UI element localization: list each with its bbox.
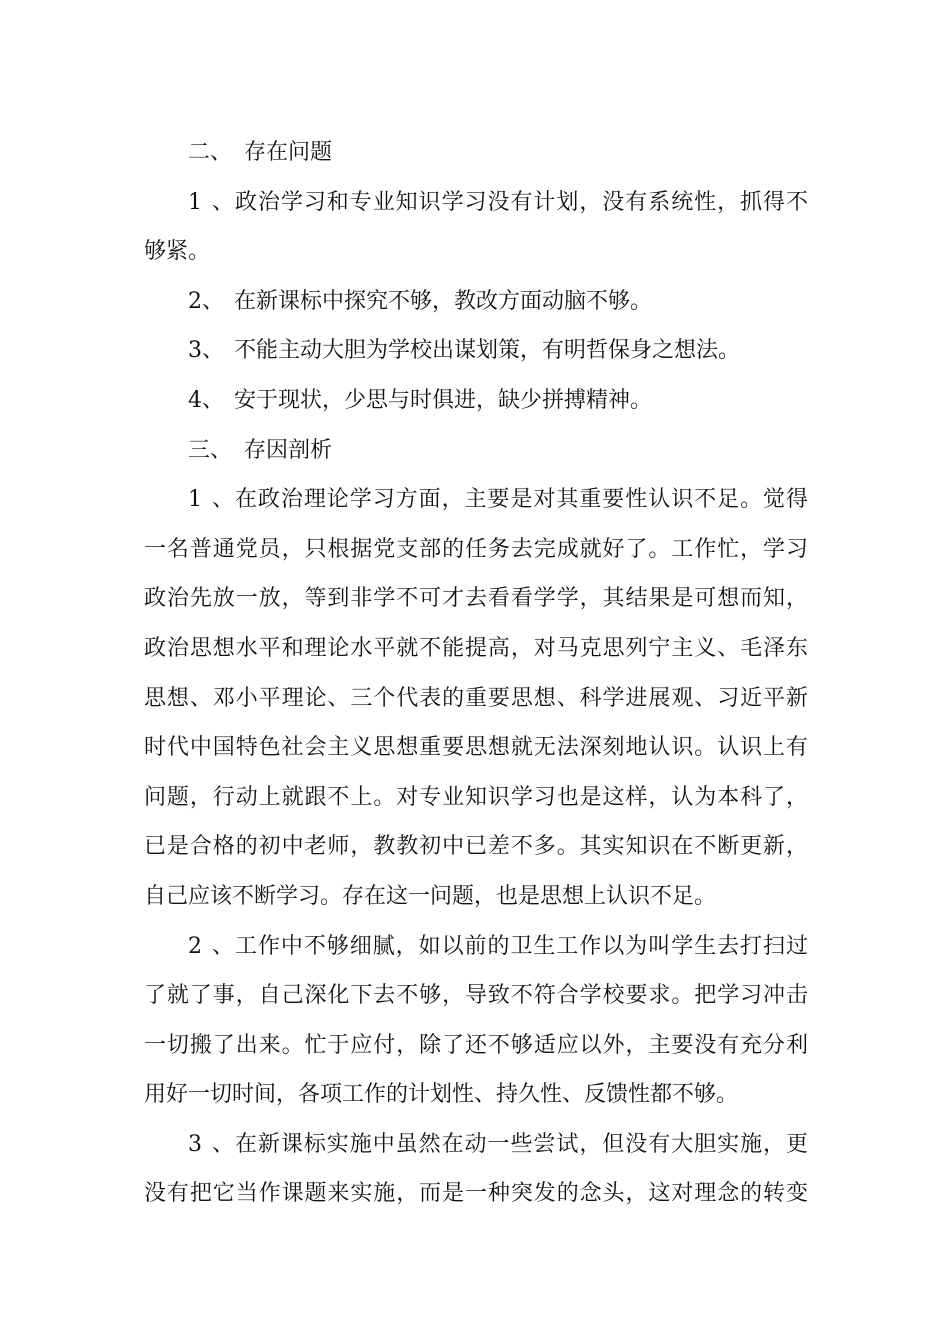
item-number: 2、 bbox=[188, 288, 224, 314]
paragraph-line: 问题，行动上就跟不上。对专业知识学习也是这样，认为本科了， bbox=[144, 784, 808, 810]
section-heading-3 bbox=[144, 426, 808, 476]
issue-item-4 bbox=[144, 376, 808, 426]
issue-item-1 bbox=[144, 178, 808, 228]
item-text: 工作中不够细腻，如以前的卫生工作以为叫学生去打扫过 bbox=[234, 933, 808, 959]
item-text: 政治学习和专业知识学习没有计划，没有系统性，抓得不 bbox=[234, 189, 808, 215]
paragraph-line: 一名普通党员，只根据党支部的任务去完成就好了。工作忙，学习 bbox=[144, 536, 808, 562]
item-number: 3、 bbox=[188, 338, 224, 364]
section-title: 存因剖析 bbox=[244, 437, 333, 463]
paragraph-line: 一切搬了出来。忙于应付，除了还不够适应以外，主要没有充分利 bbox=[144, 1032, 808, 1058]
analysis-item-3 bbox=[144, 1120, 808, 1170]
analysis-item-1 bbox=[144, 475, 808, 525]
paragraph-line: 政治先放一放，等到非学不可才去看看学学，其结果是可想而知， bbox=[144, 586, 808, 612]
item-text: 在新课标中探究不够，教改方面动脑不够。 bbox=[234, 288, 653, 314]
issue-item-1-continuation: 够紧。 bbox=[144, 239, 211, 265]
item-text: 不能主动大胆为学校出谋划策，有明哲保身之想法。 bbox=[234, 338, 741, 364]
paragraph-line: 政治思想水平和理论水平就不能提高，对马克思列宁主义、毛泽东 bbox=[144, 635, 808, 661]
section-heading-2 bbox=[144, 128, 808, 178]
paragraph-line: 思想、邓小平理论、三个代表的重要思想、科学进展观、习近平新 bbox=[144, 685, 808, 711]
issue-item-3 bbox=[144, 326, 808, 376]
item-text: 在政治理论学习方面，主要是对其重要性认识不足。觉得 bbox=[234, 487, 808, 513]
item-text: 在新课标实施中虽然在动一些尝试，但没有大胆实施，更 bbox=[234, 1131, 808, 1157]
section-number: 二、 bbox=[188, 140, 233, 165]
item-number: 3、 bbox=[188, 1131, 234, 1157]
item-text: 安于现状，少思与时俱进，缺少拼搏精神。 bbox=[234, 387, 653, 413]
paragraph-line: 没有把它当作课题来实施，而是一种突发的念头，这对理念的转变 bbox=[144, 1181, 808, 1207]
document-body bbox=[144, 128, 808, 1219]
paragraph-line: 时代中国特色社会主义思想重要思想就无法深刻地认识。认识上有 bbox=[144, 735, 808, 761]
paragraph-line: 了就了事，自己深化下去不够，导致不符合学校要求。把学习冲击 bbox=[144, 983, 808, 1009]
analysis-item-2 bbox=[144, 922, 808, 972]
paragraph-line: 用好一切时间，各项工作的计划性、持久性、反馈性都不够。 bbox=[144, 1082, 739, 1108]
section-title: 存在问题 bbox=[244, 140, 333, 165]
paragraph-line: 已是合格的初中老师，教教初中已差不多。其实知识在不断更新， bbox=[144, 834, 808, 860]
item-number: 1、 bbox=[188, 487, 234, 513]
paragraph-line: 自己应该不断学习。存在这一问题，也是思想上认识不足。 bbox=[144, 883, 717, 909]
item-number: 1、 bbox=[188, 189, 234, 215]
section-number: 三、 bbox=[188, 437, 233, 463]
issue-item-2 bbox=[144, 277, 808, 327]
item-number: 4、 bbox=[188, 387, 224, 413]
item-number: 2、 bbox=[188, 933, 234, 959]
